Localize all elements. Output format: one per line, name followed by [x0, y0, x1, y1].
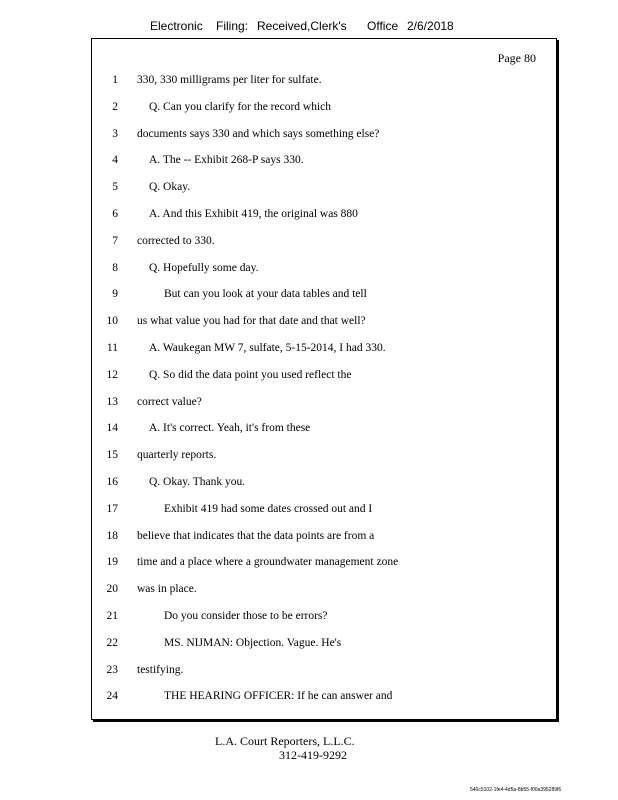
- transcript-line: [92, 396, 556, 416]
- line-number: 22: [106, 636, 118, 649]
- line-number: 23: [106, 663, 118, 676]
- line-text: testifying.: [137, 663, 184, 676]
- line-text: MS. NIJMAN: Objection. Vague. He's: [164, 636, 342, 649]
- transcript-line: [92, 369, 556, 389]
- transcript-page: [91, 38, 557, 720]
- line-number: 4: [112, 154, 118, 167]
- page-number: Page 80: [497, 51, 536, 65]
- line-number: 8: [112, 261, 118, 274]
- line-number: 2: [112, 100, 118, 113]
- line-number: 13: [106, 395, 118, 408]
- footer-company: L.A. Court Reporters, L.L.C.: [215, 734, 355, 748]
- transcript-line: [92, 583, 556, 603]
- line-text: Q. So did the data point you used reflect the: [149, 368, 352, 381]
- transcript-line: [92, 235, 556, 255]
- header-office: Office: [367, 19, 399, 33]
- transcript-line: [92, 288, 556, 308]
- transcript-line: [92, 556, 556, 576]
- transcript-line: [92, 208, 556, 228]
- line-text: correct value?: [137, 395, 202, 408]
- document-hash: 546c5102-1fe4-4d5a-8b55-f00a395289f6: [470, 787, 562, 793]
- line-text: THE HEARING OFFICER: If he can answer and: [164, 690, 393, 703]
- line-number: 11: [106, 342, 118, 354]
- transcript-line: [92, 101, 556, 121]
- line-number: 20: [106, 583, 118, 596]
- line-number: 12: [106, 368, 118, 381]
- line-number: 18: [106, 529, 118, 542]
- transcript-line: [92, 74, 556, 94]
- line-text: believe that indicates that the data points are from a: [137, 529, 375, 542]
- transcript-line: [92, 262, 556, 282]
- line-text: A. And this Exhibit 419, the original was 880: [149, 208, 358, 220]
- line-number: 14: [106, 422, 118, 435]
- line-text: Q. Can you clarify for the record which: [149, 100, 332, 113]
- header-date: 2/6/2018: [407, 19, 454, 33]
- line-number: 10: [106, 315, 118, 328]
- line-text: A. Waukegan MW 7, sulfate, 5-15-2014, I had 330.: [149, 342, 386, 354]
- transcript-line: [92, 154, 556, 174]
- line-text: 330, 330 milligrams per liter for sulfate.: [137, 74, 322, 86]
- transcript-line: [92, 610, 556, 630]
- line-number: 5: [112, 181, 118, 194]
- line-text: corrected to 330.: [137, 234, 215, 247]
- line-text: us what value you had for that date and that well?: [137, 315, 366, 328]
- line-text: But can you look at your data tables and tell: [164, 288, 367, 301]
- line-number: 3: [112, 127, 118, 140]
- transcript-line: [92, 637, 556, 657]
- transcript-line: [92, 181, 556, 201]
- line-text: A. The -- Exhibit 268-P says 330.: [149, 154, 304, 167]
- line-text: Do you consider those to be errors?: [164, 610, 328, 622]
- line-number: 21: [106, 610, 118, 622]
- transcript-line: [92, 503, 556, 523]
- line-text: documents says 330 and which says something else?: [137, 127, 380, 140]
- line-text: Q. Okay. Thank you.: [149, 476, 246, 488]
- header-received: Received,Clerk's: [257, 19, 347, 33]
- transcript-line: [92, 476, 556, 496]
- transcript-line: [92, 530, 556, 550]
- line-text: time and a place where a groundwater management zone: [137, 556, 399, 569]
- transcript-line: [92, 422, 556, 442]
- line-text: Exhibit 419 had some dates crossed out and I: [164, 502, 373, 515]
- line-number: 7: [112, 234, 118, 247]
- line-text: was in place.: [137, 583, 197, 596]
- transcript-line: [92, 128, 556, 148]
- line-text: Q. Okay.: [149, 181, 191, 194]
- line-number: 9: [112, 288, 118, 301]
- line-text: Q. Hopefully some day.: [149, 261, 259, 274]
- line-number: 1: [112, 74, 118, 86]
- transcript-line: [92, 315, 556, 335]
- transcript-line: [92, 664, 556, 684]
- line-number: 16: [106, 476, 118, 488]
- transcript-line: [92, 342, 556, 362]
- header-filing: Filing:: [216, 19, 249, 33]
- footer-phone: 312-419-9292: [279, 748, 347, 762]
- line-text: quarterly reports.: [137, 449, 217, 462]
- transcript-line: [92, 690, 556, 710]
- line-number: 19: [106, 556, 118, 569]
- header-electronic: Electronic: [150, 19, 203, 33]
- transcript-line: [92, 449, 556, 469]
- line-text: A. It's correct. Yeah, it's from these: [149, 422, 311, 435]
- line-number: 15: [106, 449, 118, 462]
- line-number: 24: [106, 690, 118, 703]
- line-number: 6: [112, 208, 118, 220]
- line-number: 17: [106, 502, 118, 515]
